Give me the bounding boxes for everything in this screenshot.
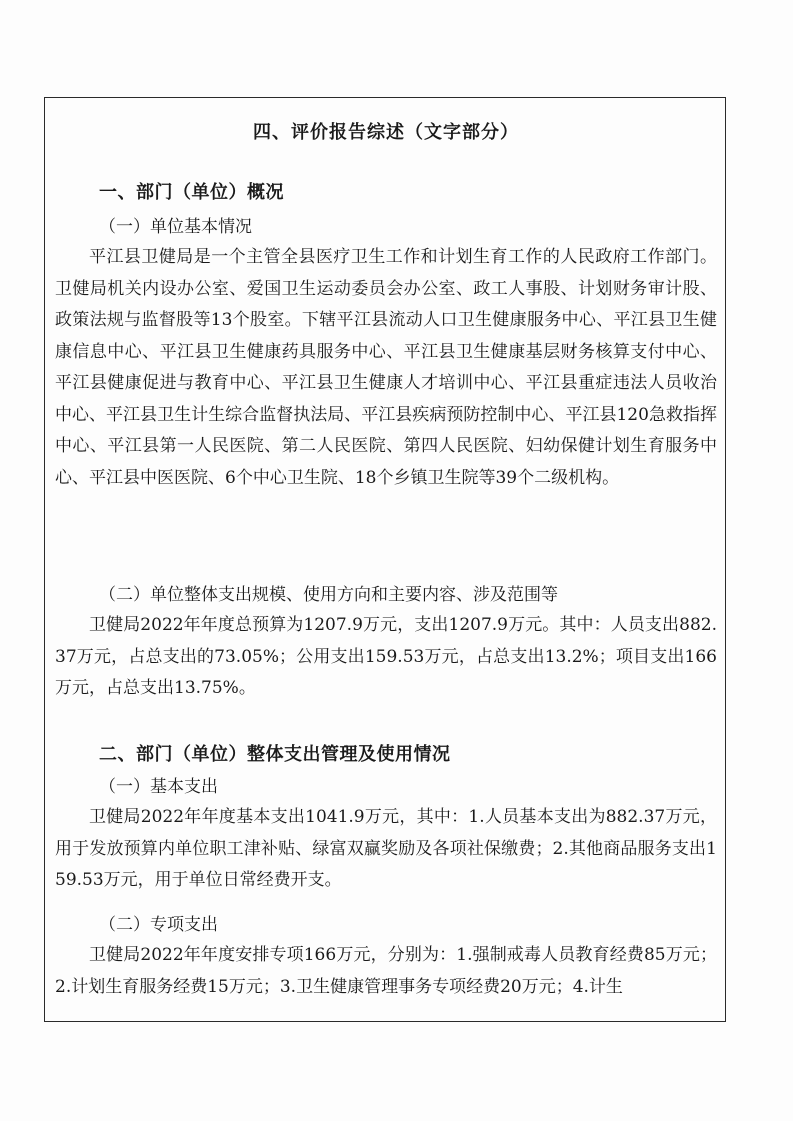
section-2-sub1-heading: （一）基本支出 <box>99 777 218 797</box>
section-1-sub1-text: 平江县卫健局是一个主管全县医疗卫生工作和计划生育工作的人民政府工作部门。卫健局机关内设办公室、爱国卫生运动委员会办公室、政工人事股、计划财务审计股、政策法规与监督股等13个股室。下辖平江县流动人口卫生健康服务中心、平江县卫生健康信息中心、平江县卫生健康药具服务中心、平江县卫生健康基层财务核算支付中心、平江县健康促进与教育中心、平江县卫生健康人才培训中心、平江县重症违法人员收治中心、平江县卫生计生综合监督执法局、平江县疾病预防控制中心、平江县120急救指挥中心、平江县第一人民医院、第二人民医院、第四人民医院、妇幼保健计划生育服务中心、平江县中医医院、6个中心卫生院、18个乡镇卫生院等39个二级机构。 <box>55 247 717 488</box>
section-2-sub1-text: 卫健局2022年年度基本支出1041.9万元，其中：1.人员基本支出为882.37万元，用于发放预算内单位职工津补贴、绿富双赢奖励及各项社保缴费；2.其他商品服务支出159.53万元，用于单位日常经费开支。 <box>55 807 717 890</box>
section-2-sub2-text: 卫健局2022年年度安排专项166万元，分别为：1.强制戒毒人员教育经费85万元；2.计划生育服务经费15万元；3.卫生健康管理事务专项经费20万元；4.计生 <box>55 945 717 997</box>
page-title: 四、评价报告综述（文字部分） <box>253 122 519 143</box>
section-1-sub2-heading: （二）单位整体支出规模、使用方向和主要内容、涉及范围等 <box>99 585 558 605</box>
section-1-heading: 一、部门（单位）概况 <box>99 182 284 203</box>
section-1-sub2-text: 卫健局2022年年度总预算为1207.9万元，支出1207.9万元。其中：人员支出882.37万元，占总支出的73.05%；公用支出159.53万元，占总支出13.2%；项目支出166万元，占总支出13.75%。 <box>55 615 717 698</box>
section-2-sub2-heading: （二）专项支出 <box>99 915 218 935</box>
section-1-sub1-heading: （一）单位基本情况 <box>99 217 252 237</box>
section-2-heading: 二、部门（单位）整体支出管理及使用情况 <box>99 744 451 765</box>
bordered-frame <box>44 97 726 1022</box>
